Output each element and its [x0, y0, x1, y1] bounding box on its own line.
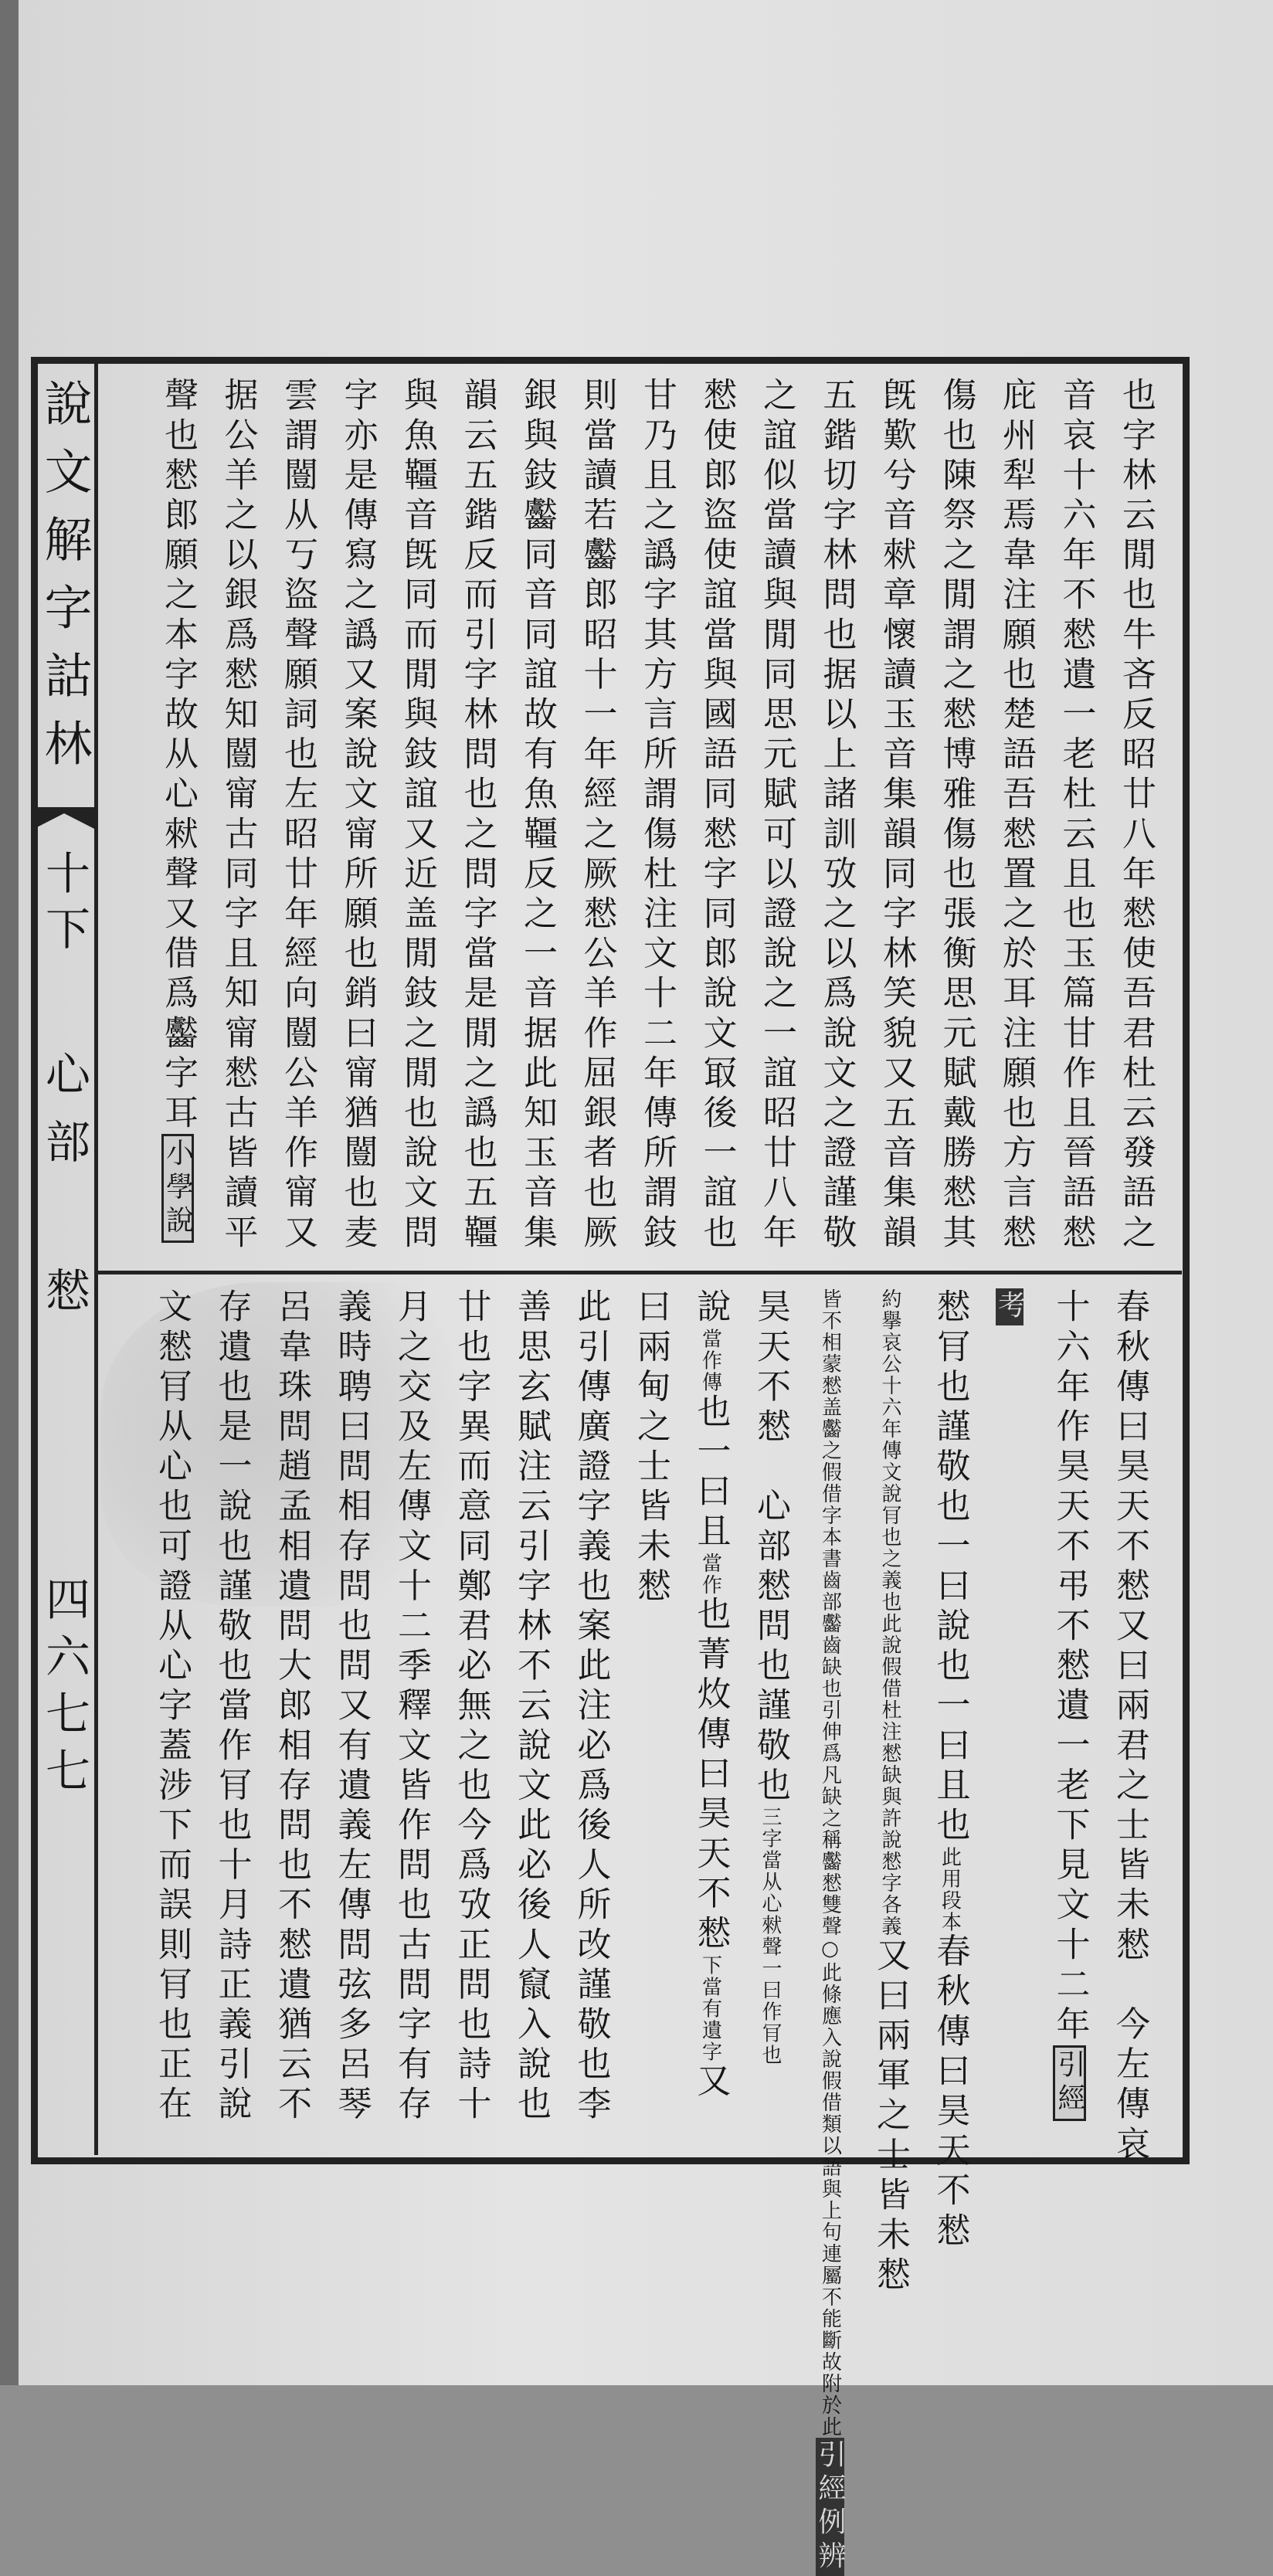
upper-column: 傷也陳祭之閒謂之憖博雅傷也張衡思元賦戴勝憖其 — [936, 377, 976, 1254]
column-text: 也菁炇傳曰昊天不憖 — [691, 1596, 731, 1955]
lower-column — [813, 1288, 847, 2576]
source-mark: 小學說 — [161, 1134, 194, 1243]
upper-column: 則當讀若齾郎昭十一年經之厥憖公羊作屈銀者也厥 — [577, 377, 617, 1254]
upper-column: 音哀十六年不憖遺一老杜云且也玉篇甘作且晉語憖 — [1056, 377, 1096, 1254]
upper-column: 韻云五鍇反而引字林問也之問字當是閒之譌也五韁 — [457, 377, 497, 1254]
column-text: 憖肎也謹敬也一曰說也一曰且也 — [930, 1288, 970, 1847]
column-text: 善思玄賦注云引字林不云說文此必後人竄入說也 — [511, 1288, 551, 2126]
lower-column — [1050, 1288, 1090, 2121]
annotation-small: 當作傳 — [698, 1328, 722, 1393]
lower-column — [331, 1288, 372, 2126]
scan-background-left — [0, 0, 19, 2385]
lower-column — [451, 1288, 491, 2126]
upper-column: 憖使郎盜使誼當與國語同憖字同郎說文冣後一誼也 — [697, 377, 737, 1254]
annotation-small: 三字當从心猌聲一曰作肎也 — [759, 1806, 782, 2066]
page-number: 四六七七 — [38, 1576, 90, 1804]
column-text: 義時聘曰問相存問也問又有遺義左傳問弦多呂琴 — [331, 1288, 372, 2126]
lower-column — [1110, 1288, 1149, 2166]
book-title: 說文解字詁林 — [36, 378, 93, 786]
lower-column — [871, 1288, 910, 2296]
annotation-small: 皆不相蒙憖盖齾之假借字本書齒部齾齒缺也引伸爲凡缺之稱齾憖雙聲○此條應入說假借類以語與上句連屬不能斷故附於此 — [818, 1288, 842, 2438]
column-text: 又 — [691, 2062, 731, 2103]
lower-column — [751, 1288, 790, 2066]
upper-column: 之誼似當讀與閒同思元賦可以證說之一誼昭廿八年 — [757, 377, 796, 1254]
annotation-small: 約擧哀公十六年 — [878, 1288, 901, 1440]
column-text: 存遺也是一說也謹敬也當作肎也十月詩正義引說 — [212, 1288, 252, 2126]
margin-divider — [94, 363, 98, 2155]
lower-column — [571, 1288, 611, 2126]
annotation-small: 傳文說肎也之義 — [878, 1440, 901, 1591]
upper-column: 字亦是傳寫之譌又案說文甯所願也銷曰甯猶闓也麦 — [338, 377, 378, 1254]
annotation-small: 此用段本 — [938, 1846, 962, 1933]
column-text: 說 — [691, 1288, 731, 1329]
lower-column — [691, 1288, 731, 2103]
annotation-small: 當作 — [698, 1553, 722, 1597]
lower-column — [631, 1288, 670, 1607]
column-text: 也一曰且 — [691, 1393, 731, 1553]
column-text: 聲也憖郎願之本字故从心猌聲又借爲齾字耳 — [158, 377, 198, 1135]
column-text: 文憖肎从心也可證从心字蓋涉下而誤則肎也正在 — [152, 1288, 192, 2126]
column-text: 廿也字異而意同鄭君必無之也今爲攷正問也詩十 — [451, 1288, 491, 2126]
column-text: 曰兩甸之士皆未憖 — [631, 1288, 670, 1607]
column-text: 春秋傳曰昊天不憖 — [930, 1933, 970, 2252]
lower-column — [993, 1288, 1027, 1325]
annotation-small: 下當有遺字 — [698, 1954, 722, 2063]
column-text: 春秋傳曰昊天不憖又曰兩君之士皆未憖 今左傳哀 — [1110, 1288, 1149, 2166]
lower-column — [511, 1288, 551, 2126]
lower-column — [212, 1288, 252, 2126]
fishtail-ornament — [31, 807, 97, 830]
upper-column: 庇州犁焉韋注願也楚語吾憖置之於耳注願也方言憖 — [996, 377, 1036, 1254]
volume-label: 十下 — [38, 850, 90, 961]
upper-column — [158, 377, 198, 1243]
column-text: 昊天不憖 心部憖問也謹敬也 — [751, 1288, 790, 1807]
section-divider — [97, 1271, 1182, 1274]
lower-column — [152, 1288, 192, 2126]
head-character: 憖 — [38, 1267, 90, 1318]
column-text: 十六年作昊天不弔不憖遺一老下見文十二年 — [1050, 1288, 1090, 2046]
upper-column: 與魚韁音旣同而閒與鈘誼又近盖閒鈘之閒也說文問 — [398, 377, 437, 1254]
upper-column: 据公羊之以銀爲憖知闓甯古同字且知甯憖古皆讀平 — [218, 377, 258, 1254]
upper-column: 也字林云閒也牛吝反昭廿八年憖使吾君杜云發語之 — [1116, 377, 1156, 1254]
column-text: 月之交及左傳文十二季釋文皆作問也古問字有存 — [392, 1288, 431, 2126]
lower-column — [272, 1288, 311, 2126]
upper-column: 五鍇切字林問也据以上諸訓攷之以爲說文之證謹敬 — [816, 377, 857, 1254]
upper-column: 銀與鈘齾同音同誼故有魚韁反之一音据此知玉音集 — [518, 377, 557, 1254]
column-text: 又曰兩軍之士皆未憖 — [871, 1937, 910, 2296]
source-mark: 引經例辨 — [813, 2439, 847, 2574]
column-text: 呂韋珠問趙孟相遺問大郎相存問也不憖遺猶云不 — [272, 1288, 311, 2126]
source-mark: 引經 — [1053, 2045, 1085, 2120]
upper-column: 甘乃且之譌字其方言所謂傷杜注文十二年傳所謂鈘 — [637, 377, 677, 1254]
upper-column: 旣歎兮音猌章懷讀玉音集韻同字林笑貌又五音集韻 — [877, 377, 916, 1254]
source-mark: 考 — [993, 1290, 1026, 1324]
lower-column — [392, 1288, 431, 2126]
section-label: 心部 — [38, 1050, 90, 1186]
upper-column: 雲謂闓从丂盜聲願詞也左昭廿年經向闓公羊作甯又 — [278, 377, 317, 1254]
annotation-small: 也此說假借杜注憖缺與許說憖字各義 — [878, 1591, 901, 1937]
column-text: 此引傳廣證字義也案此注必爲後人所改謹敬也李 — [571, 1288, 611, 2126]
lower-column — [930, 1288, 970, 2252]
